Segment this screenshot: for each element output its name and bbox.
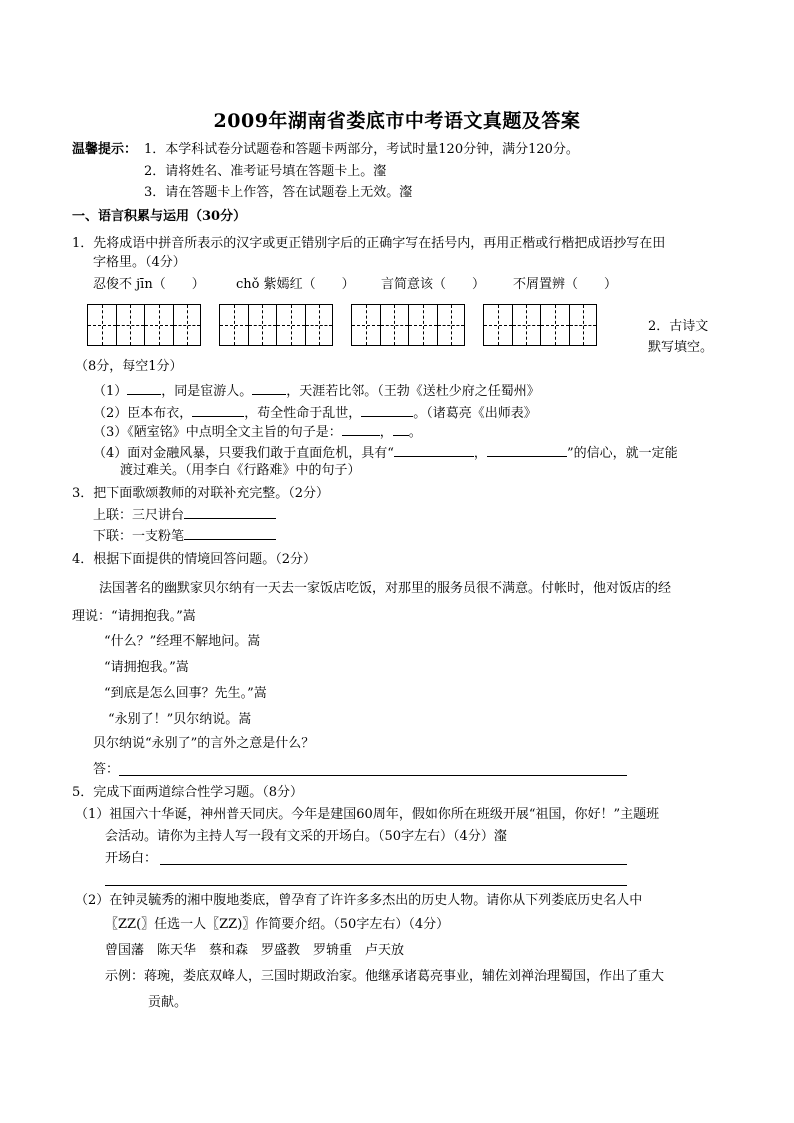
q4-p6: “永别了！”贝尔纳说。嵩 [108, 712, 252, 727]
writing-grid-3[interactable] [351, 304, 465, 346]
q1-line2: 字格里。（4分） [93, 255, 186, 270]
q2-side-1: 2．古诗文 [648, 319, 709, 334]
writing-grid-1[interactable] [87, 304, 201, 346]
q2-line-4b: 渡过难关。（用李白《行路难》中的句子） [120, 463, 361, 478]
page-title: 2009年湖南省娄底市中考语文真题及答案 [213, 110, 581, 132]
tip-item-2: 2．请将姓名、准考证号填在答题卡上。瀣 [144, 164, 387, 179]
idiom-3: 言简意该（ ） [381, 277, 486, 292]
tip-item-1: 1．本学科试卷分试题卷和答题卡两部分，考试时量120分钟，满分120分。 [144, 142, 579, 157]
q4-answer-label: 答： [93, 762, 120, 777]
q5-example-2: 贡献。 [148, 995, 188, 1010]
q3-text: 3．把下面歌颂教师的对联补充完整。（2分） [72, 486, 330, 501]
writing-grid-4[interactable] [483, 304, 597, 346]
tips-label: 温馨提示： [72, 142, 138, 157]
q5-s1-line2: 会活动。请你为主持人写一段有文采的开场白。（50字左右）（4分）瀣 [105, 829, 507, 844]
q4-answer-line[interactable] [119, 775, 627, 776]
q4-p2: 理说：“请拥抱我。”嵩 [72, 609, 196, 624]
q4-p5: “到底是怎么回事？先生。”嵩 [104, 686, 267, 701]
q5-answer-line-2[interactable] [105, 885, 627, 886]
q2-line-3: （3）《陋室铭》中点明全文主旨的句子是： ， 。 [93, 422, 422, 442]
q4-text: 4．根据下面提供的情境回答问题。（2分） [72, 552, 317, 567]
q3-up: 上联：三尺讲台 [93, 505, 276, 525]
q2-intro: （8分，每空1分） [75, 359, 183, 374]
q5-answer-line-1[interactable] [160, 864, 627, 865]
artifact-char: 瀣 [373, 164, 387, 179]
q4-p3: “什么？”经理不解地问。嵩 [104, 634, 261, 649]
idiom-4: 不屑置辨（ ） [513, 277, 618, 292]
q4-question: 贝尔纳说“永别了”的言外之意是什么？ [93, 736, 315, 751]
q5-s2-line2: 〖ZZ(〗任选一人〖ZZ)〗作简要介绍。（50字左右）（4分） [105, 917, 450, 932]
q4-p1: 法国著名的幽默家贝尔纳有一天去一家饭店吃饭，对那里的服务员很不满意。付帐时，他对饭店的经 [99, 581, 672, 596]
q5-s1-line1: （1）祖国六十华诞，神州普天同庆。今年是建国60周年，假如你所在班级开展“祖国，你好！”主题班 [75, 807, 660, 822]
tip-item-3: 3．请在答题卡上作答，答在试题卷上无效。瀣 [144, 185, 413, 200]
idiom-2: chǒ 紫嫣红（ ） [236, 277, 355, 292]
q2-side-2: 默写填空。 [648, 340, 714, 355]
q5-names: 曾国藩 陈天华 蔡和森 罗盛教 罗辀重 卢天放 [105, 943, 405, 958]
q2-line-2: （2）臣本布衣， ，苟全性命于乱世， 。（诸葛亮《出师表》 [93, 403, 537, 423]
q3-down: 下联：一支粉笔 [93, 526, 276, 546]
writing-grid-2[interactable] [219, 304, 333, 346]
section-heading: 一、语言积累与运用（30分） [72, 209, 247, 224]
q5-text: 5．完成下面两道综合性学习题。（8分） [72, 785, 304, 800]
q5-s1-label: 开场白： [105, 851, 158, 866]
q1-line1: 1．先将成语中拼音所表示的汉字或更正错别字后的正确字写在括号内，再用正楷或行楷把成语抄写在田 [72, 236, 666, 251]
q2-line-1: （1） ，同是宦游人。 ，天涯若比邻。（王勃《送杜少府之任蜀州》 [93, 381, 540, 401]
idiom-1: 忍俊不 jīn（ ） [93, 277, 205, 292]
artifact-char: 瀣 [399, 185, 413, 200]
q2-line-4: （4）面对金融风暴，只要我们敢于直面危机，具有“ ， ”的信心，就一定能 [93, 443, 678, 463]
q4-p4: “请拥抱我。”嵩 [104, 660, 189, 675]
q5-s2-line1: （2）在钟灵毓秀的湘中腹地娄底，曾孕育了许许多多杰出的历史人物。请你从下列娄底历史名人中 [75, 893, 643, 908]
q5-example-1: 示例：蒋琬，娄底双峰人，三国时期政治家。他继承诸葛亮事业，辅佐刘禅治理蜀国，作出了重大 [105, 969, 665, 984]
